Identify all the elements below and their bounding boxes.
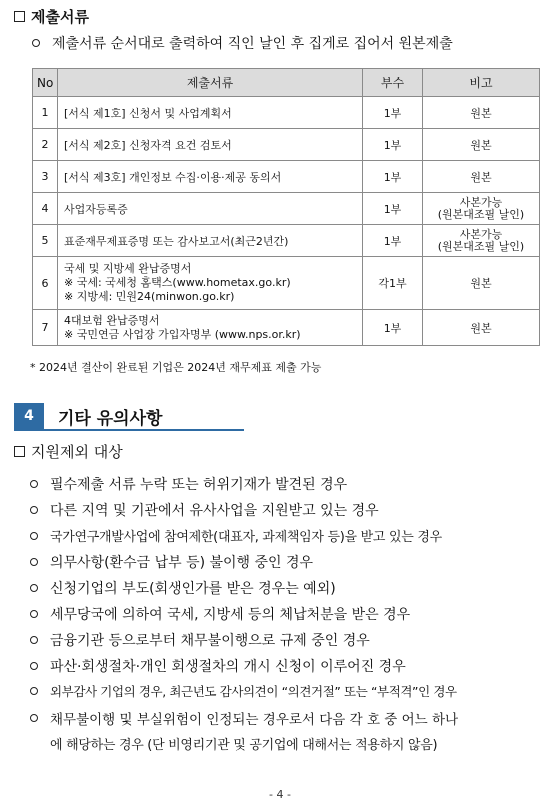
note-line: (원본대조필 날인)	[437, 207, 525, 221]
circle-bullet-icon	[30, 687, 38, 695]
row-document: [서식 제1호] 신청서 및 사업계획서	[58, 97, 363, 129]
footnote: * 2024년 결산이 완료된 기업은 2024년 재무제표 제출 가능	[30, 361, 322, 374]
row-note	[423, 193, 540, 225]
documents-table	[32, 68, 540, 346]
list-item-text: 다른 지역 및 기관에서 유사사업을 지원받고 있는 경우	[50, 503, 379, 519]
list-item	[30, 578, 336, 598]
row-document	[58, 257, 363, 310]
row-note	[423, 225, 540, 257]
circle-bullet-icon	[30, 662, 38, 670]
table-row	[33, 310, 540, 346]
checkbox-square-icon	[14, 11, 25, 22]
circle-bullet-icon	[30, 636, 38, 644]
list-item-text: 세무당국에 의하여 국세, 지방세 등의 체납처분을 받은 경우	[50, 607, 411, 623]
row-copies: 1부	[363, 97, 423, 129]
table-header-row	[33, 69, 540, 97]
list-item	[30, 552, 313, 572]
row-no: 7	[33, 310, 58, 346]
row-no: 1	[33, 97, 58, 129]
list-item-text: 국가연구개발사업에 참여제한(대표자, 과제책임자 등)을 받고 있는 경우	[50, 530, 442, 545]
circle-bullet-icon	[30, 610, 38, 618]
section-heading-documents	[14, 6, 89, 27]
document-line: ※ 국세: 국세청 홈택스(www.hometax.go.kr)	[64, 276, 291, 289]
list-item	[30, 526, 442, 545]
section-title: 제출서류	[31, 8, 89, 26]
list-item	[30, 656, 406, 676]
row-document: 사업자등록증	[58, 193, 363, 225]
document-line: ※ 지방세: 민원24(minwon.go.kr)	[64, 290, 235, 303]
row-note: 원본	[423, 257, 540, 310]
row-no: 3	[33, 161, 58, 193]
row-copies: 1부	[363, 225, 423, 257]
header-copies: 부수	[363, 69, 423, 97]
chapter-title: 기타 유의사항	[58, 408, 163, 429]
note-line: 사본가능	[459, 195, 503, 209]
list-item-text: 파산·회생절차·개인 회생절차의 개시 신청이 이루어진 경우	[50, 659, 406, 675]
row-note: 원본	[423, 310, 540, 346]
circle-bullet-icon	[30, 584, 38, 592]
note-line: 사본가능	[459, 227, 503, 241]
row-note: 원본	[423, 97, 540, 129]
table-row	[33, 257, 540, 310]
table-row	[33, 161, 540, 193]
list-item	[30, 474, 347, 494]
circle-bullet-icon	[30, 532, 38, 540]
intro-line	[32, 33, 453, 53]
row-copies: 1부	[363, 310, 423, 346]
document-line: 국세 및 지방세 완납증명서	[64, 262, 192, 275]
list-item	[30, 604, 410, 624]
row-copies: 1부	[363, 129, 423, 161]
row-document: [서식 제3호] 개인정보 수집·이용·제공 동의서	[58, 161, 363, 193]
list-item	[30, 630, 370, 650]
section-heading-exclusions	[14, 441, 123, 462]
circle-bullet-icon	[30, 558, 38, 566]
header-document: 제출서류	[58, 69, 363, 97]
row-document: 표준재무제표증명 또는 감사보고서(최근2년간)	[58, 225, 363, 257]
table-row	[33, 97, 540, 129]
document-line: ※ 국민연금 사업장 가입자명부 (www.nps.or.kr)	[64, 327, 301, 341]
list-item-text: 채무불이행 및 부실위험이 인정되는 경우로서 다음 각 호 중 어느 하나	[50, 712, 459, 728]
row-copies: 1부	[363, 161, 423, 193]
row-document	[58, 310, 363, 346]
table-row	[33, 193, 540, 225]
list-item-text: 필수제출 서류 누락 또는 허위기재가 발견된 경우	[50, 477, 348, 493]
list-item-text: 금융기관 등으로부터 채무불이행으로 규제 중인 경우	[50, 633, 370, 649]
row-note: 원본	[423, 129, 540, 161]
checkbox-square-icon	[14, 446, 25, 457]
intro-text: 제출서류 순서대로 출력하여 직인 날인 후 집게로 집어서 원본제출	[52, 36, 453, 52]
row-document: [서식 제2호] 신청자격 요건 검토서	[58, 129, 363, 161]
row-no: 6	[33, 257, 58, 310]
list-item	[30, 682, 457, 700]
table-row	[33, 129, 540, 161]
table-row	[33, 225, 540, 257]
list-item-continuation	[50, 734, 437, 753]
circle-bullet-icon	[30, 506, 38, 514]
header-no: No	[33, 69, 58, 97]
page-number: - 4 -	[269, 788, 291, 801]
circle-bullet-icon	[30, 714, 38, 722]
section-title: 지원제외 대상	[31, 443, 123, 461]
list-item-text: 에 해당하는 경우 (단 비영리기관 및 공기업에 대해서는 적용하지 않음)	[50, 738, 438, 753]
row-no: 5	[33, 225, 58, 257]
chapter-header	[14, 403, 162, 429]
row-note: 원본	[423, 161, 540, 193]
document-line: 4대보험 완납증명서	[64, 313, 160, 327]
row-copies: 각1부	[363, 257, 423, 310]
chapter-number: 4	[14, 403, 44, 429]
circle-bullet-icon	[30, 480, 38, 488]
note-line: (원본대조필 날인)	[437, 239, 525, 253]
list-item	[30, 500, 379, 520]
row-copies: 1부	[363, 193, 423, 225]
chapter-underline	[14, 429, 244, 431]
row-no: 4	[33, 193, 58, 225]
row-no: 2	[33, 129, 58, 161]
list-item-text: 외부감사 기업의 경우, 최근년도 감사의견이 “의견거절” 또는 “부적격”인 경우	[50, 684, 457, 699]
list-item-text: 신청기업의 부도(회생인가를 받은 경우는 예외)	[50, 581, 336, 597]
list-item-text: 의무사항(환수금 납부 등) 불이행 중인 경우	[50, 555, 314, 571]
list-item	[30, 708, 458, 728]
circle-bullet-icon	[32, 39, 40, 47]
header-note: 비고	[423, 69, 540, 97]
